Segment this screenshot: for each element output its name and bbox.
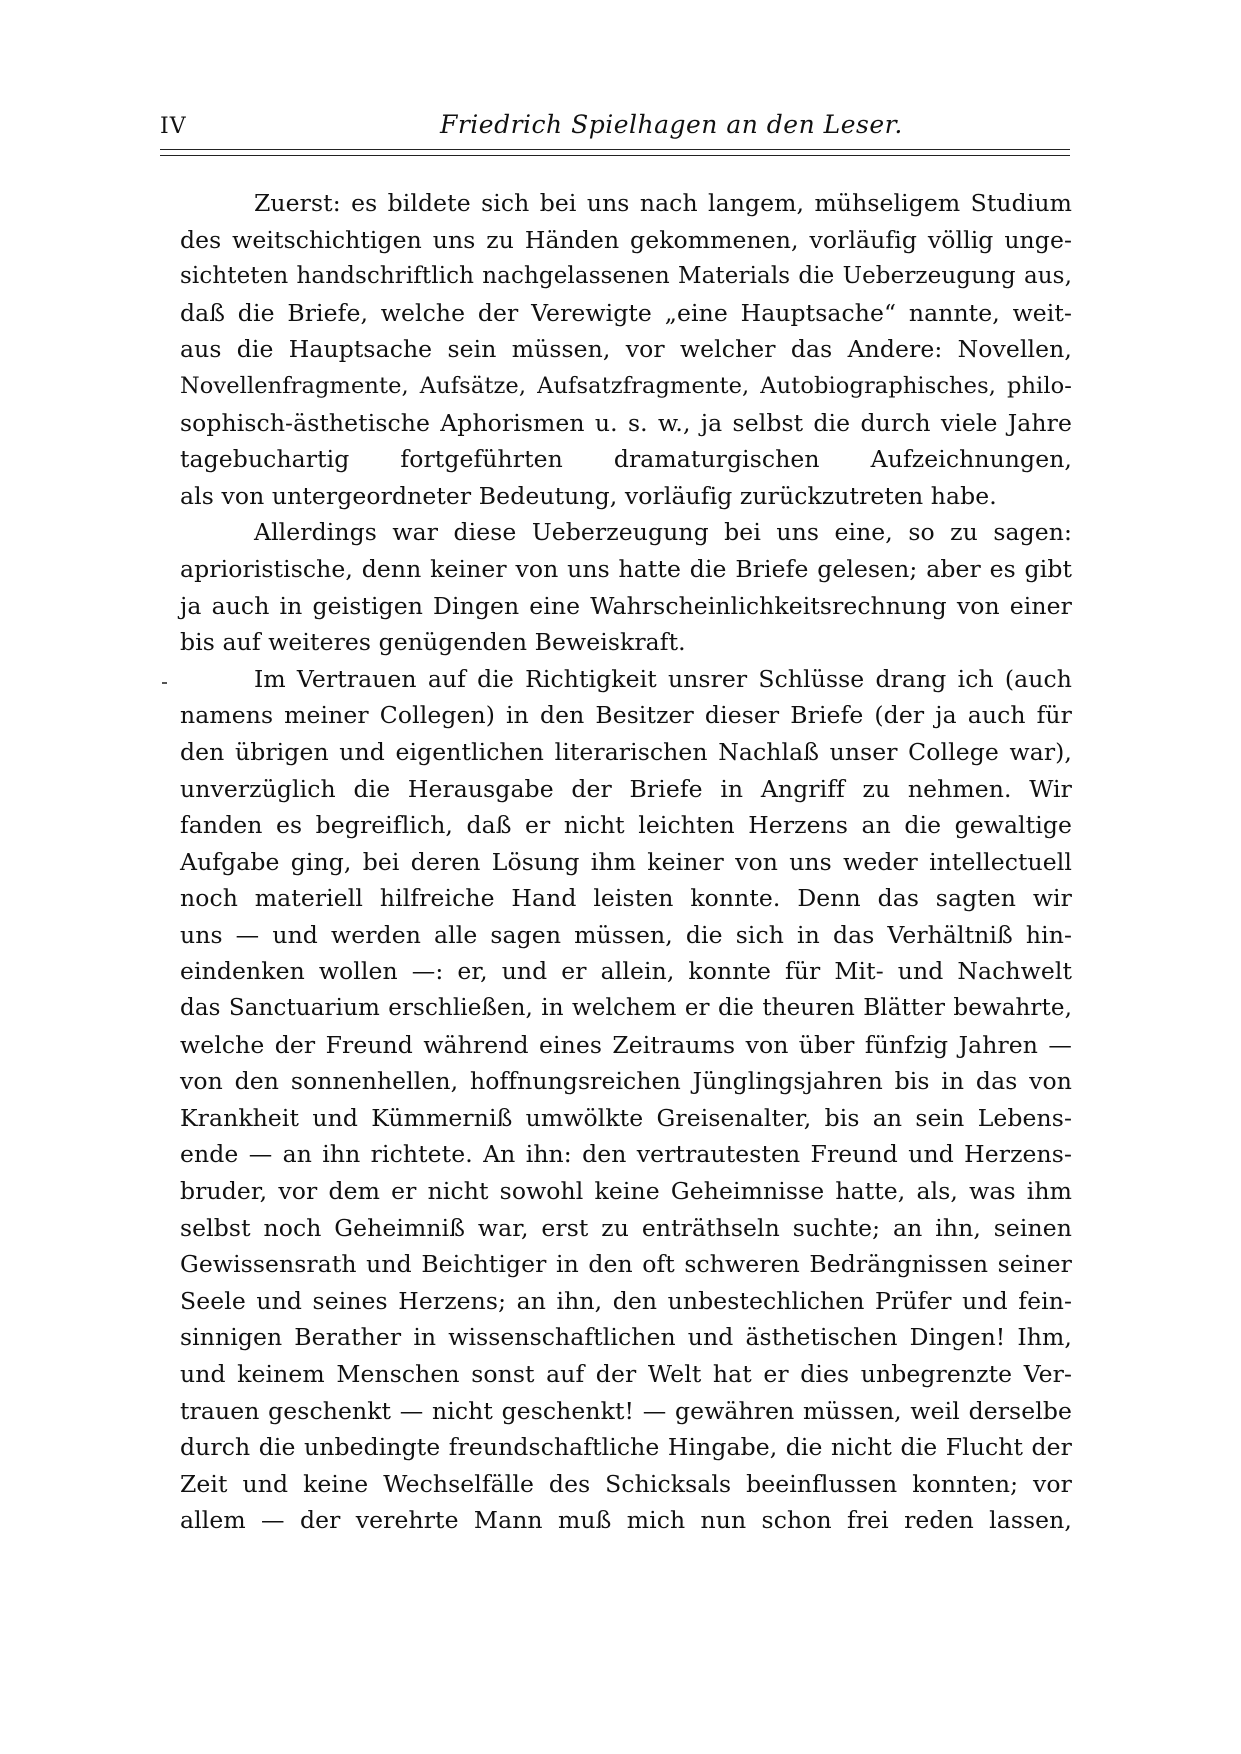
text-line: sophisch-ästhetische Aphorismen u. s. w., ja selbst die durch viele Jahre [180, 408, 1072, 437]
text-line: aprioristische, denn keiner von uns hatte die Briefe gelesen; aber es gibt [180, 554, 1072, 583]
header-rule-top [160, 149, 1070, 150]
margin-mark [162, 682, 167, 684]
text-line: noch materiell hilfreiche Hand leisten konnte. Denn das sagten wir [180, 884, 1072, 913]
text-line: welche der Freund während eines Zeitraums von über fünfzig Jahren — [180, 1030, 1072, 1059]
text-line: Zeit und keine Wechselfälle des Schicksals beeinflussen konnten; vor [180, 1469, 1072, 1498]
text-line: Zuerst: es bildete sich bei uns nach langem, mühseligem Studium [254, 189, 1072, 217]
text-line: trauen geschenkt — nicht geschenkt! — gewähren müssen, weil derselbe [180, 1396, 1072, 1425]
text-line: bruder, vor dem er nicht sowohl keine Geheimnisse hatte, als, was ihm [180, 1177, 1072, 1206]
text-line: selbst noch Geheimniß war, erst zu enträthseln suchte; an ihn, seinen [180, 1213, 1072, 1242]
running-title: Friedrich Spielhagen an den Leser. [440, 110, 903, 139]
text-line: und keinem Menschen sonst auf der Welt hat er dies unbegrenzte Ver- [180, 1360, 1072, 1388]
text-line: allem — der verehrte Mann muß mich nun schon frei reden lassen, [180, 1506, 1072, 1535]
text-line: fanden es begreiflich, daß er nicht leichten Herzens an die gewaltige [180, 811, 1072, 840]
text-line: Allerdings war diese Ueberzeugung bei uns eine, so zu sagen: [254, 518, 1072, 547]
text-line: uns — und werden alle sagen müssen, die sich in das Verhältniß hin- [180, 920, 1072, 949]
text-line: bis auf weiteres genügenden Beweiskraft. [180, 628, 686, 657]
text-line: Gewissensrath und Beichtiger in den oft schweren Bedrängnissen seiner [180, 1250, 1072, 1279]
text-line: sichteten handschriftlich nachgelassenen Materials die Ueberzeugung aus, [180, 263, 1072, 290]
text-line: von den sonnenhellen, hoffnungsreichen Jünglingsjahren bis in das von [180, 1067, 1072, 1096]
text-line: Im Vertrauen auf die Richtigkeit unsrer Schlüsse drang ich (auch [254, 664, 1072, 693]
text-line: Aufgabe ging, bei deren Lösung ihm keiner von uns weder intellectuell [180, 847, 1072, 876]
text-line: eindenken wollen —: er, und er allein, konnte für Mit- und Nachwelt [180, 957, 1072, 986]
text-line: ende — an ihn richtete. An ihn: den vertrautesten Freund und Herzens- [180, 1140, 1072, 1169]
text-line: durch die unbedingte freundschaftliche Hingabe, die nicht die Flucht der [180, 1433, 1072, 1462]
text-line: unverzüglich die Herausgabe der Briefe in Angriff zu nehmen. Wir [180, 774, 1072, 803]
header-rule-bottom [160, 155, 1070, 156]
text-line: tagebuchartig fortgeführten dramaturgischen Aufzeichnungen, [180, 445, 1072, 474]
page-header [160, 110, 1070, 150]
text-line: des weitschichtigen uns zu Händen gekommenen, vorläufig völlig unge- [180, 225, 1072, 254]
page-number: IV [160, 114, 187, 139]
text-line: namens meiner Collegen) in den Besitzer dieser Briefe (der ja auch für [180, 701, 1072, 730]
text-line: sinnigen Berather in wissenschaftlichen und ästhetischen Dingen! Ihm, [180, 1323, 1072, 1352]
text-line: Krankheit und Kümmerniß umwölkte Greisenalter, bis an sein Lebens- [180, 1103, 1072, 1132]
text-line: das Sanctuarium erschließen, in welchem er die theuren Blätter bewahrte, [180, 995, 1072, 1022]
text-line: als von untergeordneter Bedeutung, vorläufig zurückzutreten habe. [180, 481, 997, 510]
text-line: Seele und seines Herzens; an ihn, den unbestechlichen Prüfer und fein- [180, 1286, 1072, 1315]
text-line: aus die Hauptsache sein müssen, vor welcher das Andere: Novellen, [180, 335, 1072, 364]
text-line: Novellenfragmente, Aufsätze, Aufsatzfragmente, Autobiographisches, philo- [180, 372, 1072, 399]
body-text [180, 185, 1072, 1539]
text-line: ja auch in geistigen Dingen eine Wahrscheinlichkeitsrechnung von einer [180, 591, 1072, 620]
text-line: den übrigen und eigentlichen literarischen Nachlaß unser College war), [180, 737, 1072, 766]
text-line: daß die Briefe, welche der Verewigte „eine Hauptsache“ nannte, weit- [180, 298, 1072, 327]
